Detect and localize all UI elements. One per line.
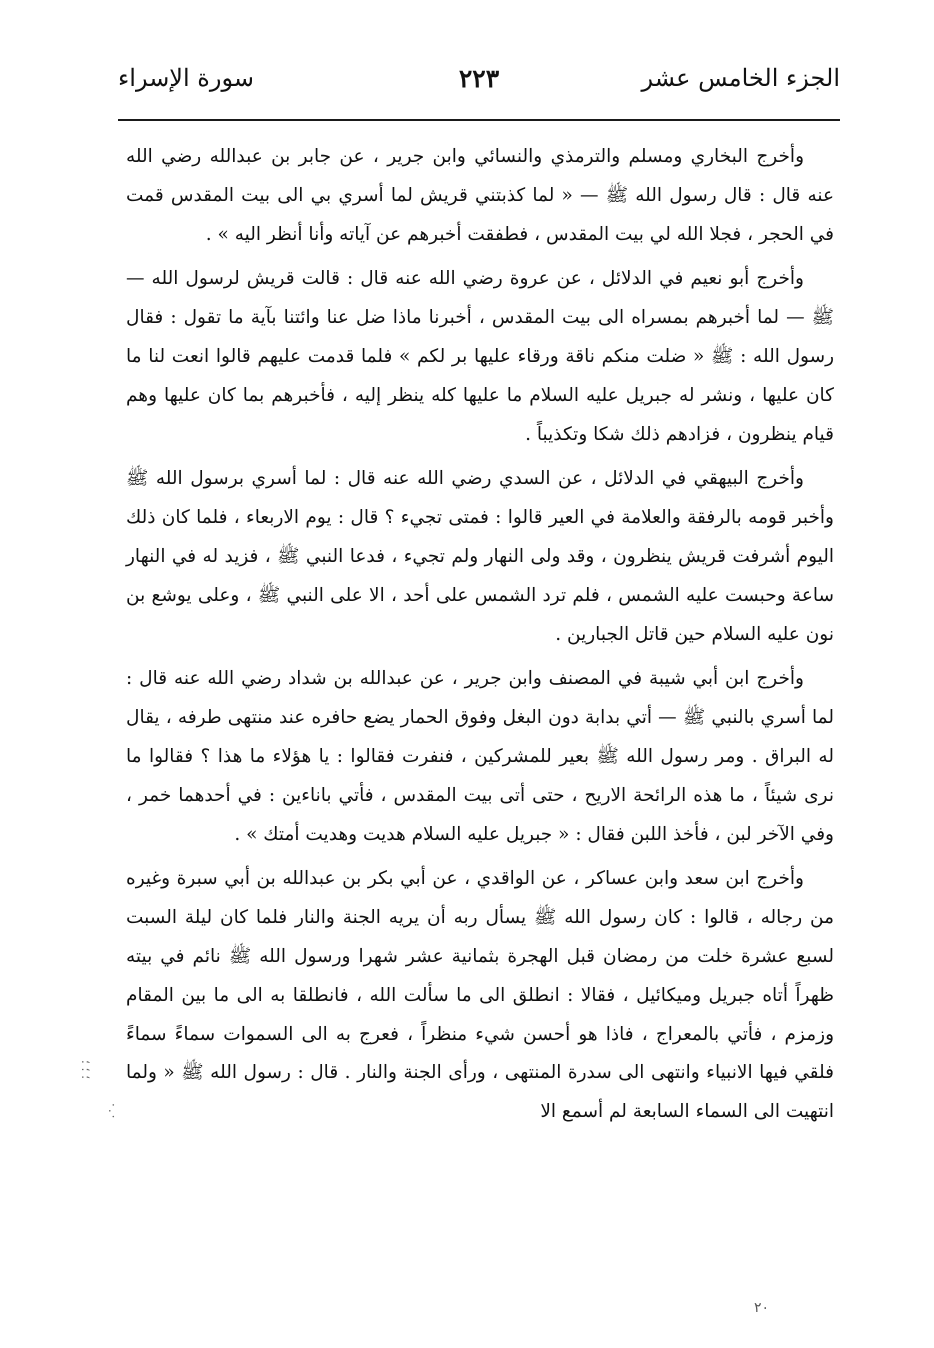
part-title: الجزء الخامس عشر [641, 64, 840, 92]
header-rule [118, 119, 840, 121]
body-text [126, 138, 834, 1138]
paragraph: وأخرج أبو نعيم في الدلائل ، عن عروة رضي الله عنه قال : قالت قريش لرسول الله — ﷺ — لما أخبرهم بمسراه الى بيت المقدس ، أخبرنا ماذا ضل عنا وائتنا بآية ما تقول : فقال رسول الله : ﷺ « ضلت منكم ناقة ورقاء عليها بر لكم » فلما قدمت عليهم قالوا انعت لنا ما كان عليها ، ونشر له جبريل عليه السلام ما عليها كله ينظر إليه ، فأخبرهم بما كان عليها وهم قيام ينظرون ، فزادهم ذلك شكا وتكذيباً . [126, 268, 834, 445]
paragraph: وأخرج ابن سعد وابن عساكر ، عن الواقدي ، عن أبي بكر بن عبدالله بن أبي سبرة وغيره من رجاله ، قالوا : كان رسول الله ﷺ يسأل ربه أن يريه الجنة والنار فلما كان ليلة السبت لسبع عشرة خلت من رمضان قبل الهجرة بثمانية عشر شهرا ورسول الله ﷺ نائم في بيته ظهراً أتاه جبريل وميكائيل ، فقالا : انطلق الى ما سألت الله ، فانطلقا به الى ما بين المقام وزمزم ، فأتي بالمعراج ، فاذا هو أحسن شيء منظراً ، فعرج به الى السموات سماءً سماءً فلقي فيها الانبياء وانتهى الى سدرة المنتهى ، ورأى الجنة والنار . قال : رسول الله ﷺ « ولما انتهيت الى السماء السابعة لم أسمع الا [126, 868, 834, 1123]
margin-mark: ·.· [106, 1103, 120, 1121]
surah-title: سورة الإسراء [118, 64, 254, 92]
footer-mark: ٢٠ [754, 1300, 770, 1316]
margin-mark: ؛ ؛ ؛ [79, 1060, 93, 1080]
paragraph: وأخرج البخاري ومسلم والترمذي والنسائي وابن جرير ، عن جابر بن عبدالله رضي الله عنه قال : قال رسول الله ﷺ — « لما كذبتني قريش لما أسري بي الى بيت المقدس قمت في الحجر ، فجلا الله لي بيت المقدس ، فطفقت أخبرهم عن آياته وأنا أنظر اليه » . [126, 146, 834, 245]
page-header [118, 60, 840, 110]
page-number: ٢٢٣ [458, 64, 500, 93]
paragraph: وأخرج ابن أبي شيبة في المصنف وابن جرير ، عن عبدالله بن شداد رضي الله عنه قال : لما أسري بالنبي ﷺ — أتي بدابة دون البغل وفوق الحمار يضع حافره عند منتهى طرفه ، يقال له البراق . ومر رسول الله ﷺ بعير للمشركين ، فنفرت فقالوا : يا هؤلاء ما هذا ؟ فقالوا ما نرى شيئاً ، ما هذه الرائحة الاريح ، حتى أتى بيت المقدس ، فأتي باناءين : في أحدهما خمر ، وفي الآخر لبن ، فأخذ اللبن فقال : « جبريل عليه السلام هديت وهديت أمتك » . [126, 668, 834, 845]
paragraph: وأخرج البيهقي في الدلائل ، عن السدي رضي الله عنه قال : لما أسري برسول الله ﷺ وأخبر قومه بالرفقة والعلامة في العير قالوا : فمتى تجيء ؟ قال : يوم الاربعاء ، فلما كان ذلك اليوم أشرفت قريش ينظرون ، وقد ولى النهار ولم تجيء ، فدعا النبي ﷺ ، فزيد له في النهار ساعة وحبست عليه الشمس ، فلم ترد الشمس على أحد ، الا على النبي ﷺ ، وعلى يوشع بن نون عليه السلام حين قاتل الجبارين . [126, 468, 834, 645]
